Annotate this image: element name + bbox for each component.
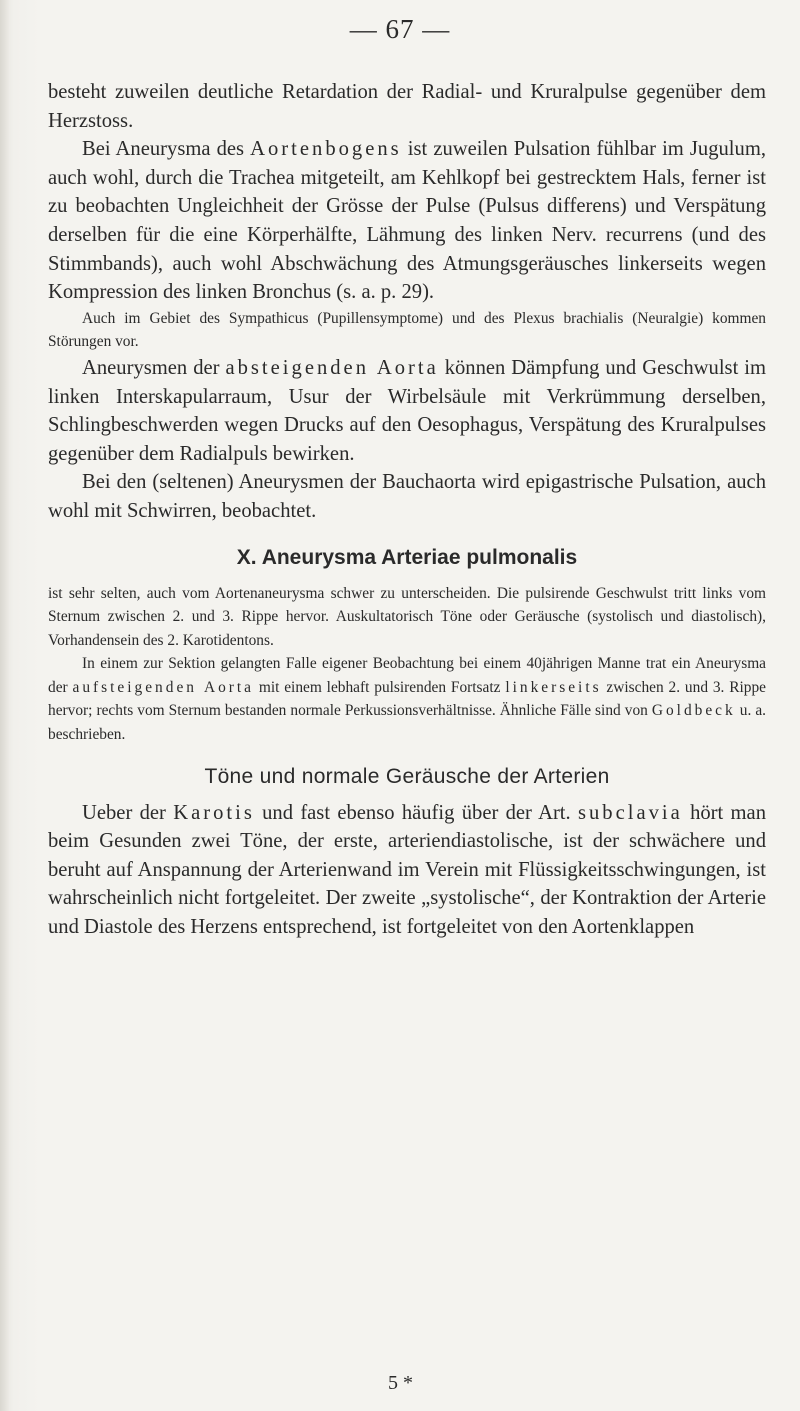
text-span: zwischen 2. und 3. Rippe hervor; rechts vom Sternum bestanden normale Perkussionsverhältnisse. Ähnliche Fälle sind von bbox=[48, 678, 767, 720]
emphasis-author: Goldbeck bbox=[651, 702, 736, 720]
page-gutter bbox=[0, 0, 9, 1411]
paragraph-retardation: besteht zuweilen deutliche Retardation der Radial- und Kruralpulse gegenüber dem Herzstoss. bbox=[48, 81, 766, 132]
text-span: Bei Aneurysma des bbox=[82, 138, 251, 161]
text-span: mit einem lebhaft pulsirenden Fortsatz bbox=[254, 678, 506, 696]
paragraph-descending-aorta bbox=[48, 354, 766, 468]
note-pulmonalis: ist sehr selten, auch vom Aortenaneurysma schwer zu unterscheiden. Die pulsirende Geschwulst tritt links vom Sternum zwischen 2. und 3. Rippe hervor. Auskultatorisch Töne oder Geräusche (systolisch und diastolisch), Vorhandensein des 2. Karotidentons. bbox=[48, 584, 766, 649]
text-span: ist zuweilen Pulsation fühlbar im Jugulum, auch wohl, durch die Trachea mitgeteilt, am Kehlkopf bei gestrecktem Hals, ferner ist zu beobachten Ungleichheit der Grösse der Pulse (Pulsus differens) und Verspätung derselben für die eine Körperhälfte, Lähmung des linken Nerv. recurrens (und des Stimmbands), auch wohl Abschwächung des Atmungsgeräusches linkerseits wegen Kompression des linken Bronchus (s. a. p. 29). bbox=[48, 138, 766, 304]
paragraph-aortic-arch bbox=[48, 135, 766, 307]
section-heading-pulmonalis: X. Aneurysma Arteriae pulmonalis bbox=[236, 545, 578, 569]
emphasis-descending-aorta: absteigenden Aorta bbox=[225, 356, 439, 379]
section-heading-arterial-sounds: Töne und normale Geräusche der Arterien bbox=[204, 764, 610, 788]
note-sympathicus: Auch im Gebiet des Sympathicus (Pupillensymptome) und des Plexus brachialis (Neuralgie) kommen Störungen vor. bbox=[48, 309, 766, 351]
emphasis-left-side: linkerseits bbox=[505, 678, 602, 696]
paragraph-abdominal-aorta: Bei den (seltenen) Aneurysmen der Bauchaorta wird epigastrische Pulsation, auch wohl mit Schwirren, beobachtet. bbox=[48, 471, 766, 522]
text-span: und fast ebenso häufig über der Art. bbox=[254, 801, 578, 824]
text-span: können Dämpfung und Geschwulst im linken Interskapularraum, Usur der Wirbelsäule mit Verkrümmung derselben, Schlingbeschwerden wegen Drucks auf den Oesophagus, Verspätung des Kruralpulses gegenüber dem Radialpuls bewirken. bbox=[48, 356, 767, 465]
paragraph-arterial-sounds bbox=[48, 799, 766, 942]
note-case-report bbox=[48, 652, 766, 746]
text-span: Ueber der bbox=[82, 801, 174, 824]
emphasis-subclavia: subclavia bbox=[577, 801, 683, 824]
printer-signature: 5 * bbox=[388, 1372, 413, 1394]
text-span: In einem zur Sektion gelangten Falle eigener Beobachtung bei einem 40jährigen Manne trat ein Aneurysma der bbox=[48, 655, 766, 696]
page-body bbox=[48, 78, 766, 942]
text-span: hört man beim Gesunden zwei Töne, der erste, arteriendiastolische, ist der schwächere und beruht auf Anspannung der Arterienwand im Verein mit Flüssigkeitsschwingungen, ist wahrscheinlich nicht fortgeleitet. Der zweite „systolische“, der Kontraktion der Arterie und Diastole des Herzens entsprechend, ist fortgeleitet von den Aortenklappen bbox=[48, 801, 766, 939]
emphasis-aortic-arch: Aortenbogens bbox=[250, 138, 402, 161]
page-number: — 67 — bbox=[349, 14, 451, 44]
emphasis-carotis: Karotis bbox=[173, 801, 255, 824]
text-span: Aneurysmen der bbox=[82, 356, 226, 379]
text-span: u. a. beschrieben. bbox=[48, 702, 767, 744]
emphasis-ascending-aorta: aufsteigenden Aorta bbox=[72, 678, 255, 696]
